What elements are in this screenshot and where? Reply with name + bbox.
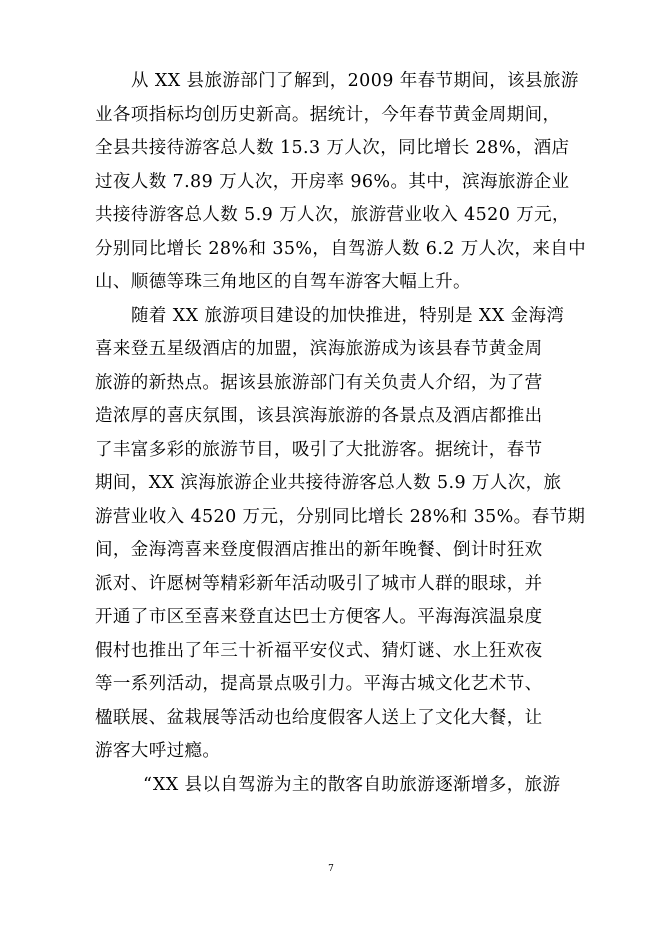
text-line: “XX 县以自驾游为主的散客自助旅游逐渐增多，旅游 [143, 775, 561, 795]
text-line: 游营业收入 4520 万元，分别同比增长 28%和 35%。春节期 [95, 507, 586, 527]
text-line: 业各项指标均创历史新高。据统计，今年春节黄金周期间， [95, 105, 561, 125]
text-line: 旅游的新热点。据该县旅游部门有关负责人介绍，为了营 [95, 373, 543, 393]
text-line: 派对、许愿树等精彩新年活动吸引了城市人群的眼球，并 [95, 574, 543, 594]
text-line: 期间，XX 滨海旅游企业共接待游客总人数 5.9 万人次，旅 [95, 473, 562, 493]
text-line: 游客大呼过瘾。 [95, 741, 221, 761]
text-line: 造浓厚的喜庆氛围，该县滨海旅游的各景点及酒店都推出 [95, 406, 543, 426]
text-line: 假村也推出了年三十祈福平安仪式、猜灯谜、水上狂欢夜 [95, 641, 543, 661]
text-line: 随着 XX 旅游项目建设的加快推进，特别是 XX 金海湾 [131, 306, 565, 326]
text-line: 分别同比增长 28%和 35%，自驾游人数 6.2 万人次，来自中 [95, 239, 587, 259]
text-line: 从 XX 县旅游部门了解到，2009 年春节期间，该县旅游 [131, 71, 579, 91]
text-line: 楹联展、盆栽展等活动也给度假客人送上了文化大餐，让 [95, 708, 543, 728]
text-line: 共接待游客总人数 5.9 万人次，旅游营业收入 4520 万元， [95, 205, 570, 225]
text-line: 过夜人数 7.89 万人次，开房率 96%。其中，滨海旅游企业 [95, 172, 570, 192]
text-line: 了丰富多彩的旅游节目，吸引了大批游客。据统计，春节 [95, 440, 543, 460]
text-line: 等一系列活动，提高景点吸引力。平海古城文化艺术节、 [95, 674, 543, 694]
text-line: 间，金海湾喜来登度假酒店推出的新年晚餐、倒计时狂欢 [95, 540, 543, 560]
text-line: 喜来登五星级酒店的加盟，滨海旅游成为该县春节黄金周 [95, 339, 543, 359]
text-line: 开通了市区至喜来登直达巴士方便客人。平海海滨温泉度 [95, 607, 543, 627]
page-number: 7 [328, 864, 334, 874]
text-line: 山、顺德等珠三角地区的自驾车游客大幅上升。 [95, 272, 471, 292]
text-line: 全县共接待游客总人数 15.3 万人次，同比增长 28%，酒店 [95, 138, 570, 158]
